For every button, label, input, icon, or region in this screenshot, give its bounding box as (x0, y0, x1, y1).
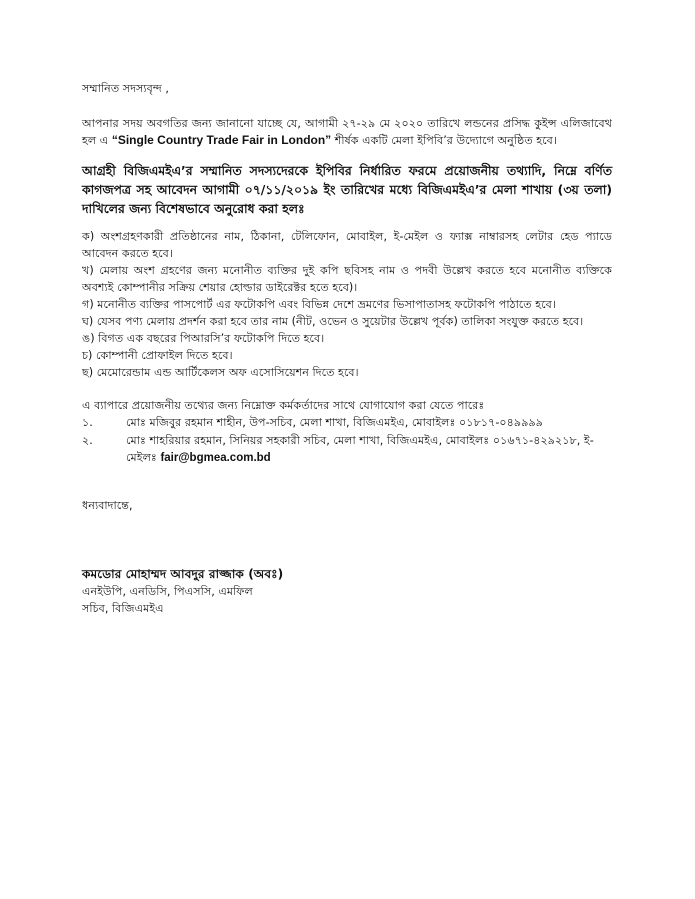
signatory-credentials: এনইউপি, এনডিসি, পিএসসি, এমফিল (82, 585, 253, 598)
signatory-designation: সচিব, বিজিএমইএ (82, 602, 164, 615)
requirement-item: ঘ) যেসব পণ্য মেলায় প্রদর্শন করা হবে তার নাম (নীট, ওভেন ও সুয়েটার উল্লেখ পূর্বক) তালিকা সংযুক্ত করতে হবে। (82, 315, 584, 328)
requirement-item: গ) মনোনীত ব্যক্তির পাসপোর্ট এর ফটোকপি এবং বিভিন্ন দেশে ভ্রমণের ভিসাপাতাসহ ফটোকপি পাঠাতে হবে। (82, 298, 556, 311)
contact-number: ১. (82, 416, 93, 429)
signatory-name: কমডোর মোহাম্মদ আবদুর রাজ্জাক (অবঃ) (82, 567, 284, 581)
contact-email[interactable]: fair@bgmea.com.bd (160, 452, 271, 464)
requirement-item: চ) কোম্পানী প্রোফাইল দিতে হবে। (82, 349, 233, 362)
requirements-list (82, 228, 612, 381)
intro-text-after: শীর্ষক একটি মেলা ইপিবি’র উদ্যোগে অনুষ্ঠিত হবে। (331, 134, 557, 147)
contact-list (82, 414, 612, 467)
closing: ধন্যবাদান্তে, (82, 499, 133, 512)
contact-details: মোঃ শাহরিয়ার রহমান, সিনিয়র সহকারী সচিব, মেলা শাখা, বিজিএমইএ, মোবাইলঃ ০১৬৭১-৪২৯২১৮, ই-মেইলঃ (126, 434, 594, 464)
contact-number: ২. (82, 434, 93, 447)
signature-block (82, 566, 612, 617)
intro-paragraph (82, 115, 612, 149)
request-paragraph: আগ্রহী বিজিএমইএ’র সম্মানিত সদস্যদেরকে ইপিবির নির্ধারিত ফরমে প্রয়োজনীয় তথ্যাদি, নিম্নে বর্ণিত কাগজপত্র সহ আবেদন আগামী ০৭/১১/২০১৯ ইং তারিখের মধ্যে বিজিএমইএ’র মেলা শাখায় (৩য় তলা) দাখিলের জন্য বিশেষভাবে অনুরোধ করা হলঃ (82, 163, 612, 216)
requirement-item: ক) অংশগ্রহণকারী প্রতিষ্ঠানের নাম, ঠিকানা, টেলিফোন, মোবাইল, ই-মেইল ও ফ্যাক্স নাম্বারসহ লেটার হেড প্যাডে আবেদন করতে হবে। (82, 230, 612, 260)
contact-intro: এ ব্যাপারে প্রয়োজনীয় তথ্যের জন্য নিম্নোক্ত কর্মকর্তাদের সাথে যোগাযোগ করা যেতে পারেঃ (82, 399, 485, 412)
contact-text (126, 414, 612, 432)
letter-body (82, 80, 612, 617)
contact-details: মোঃ মজিবুর রহমান শাহীন, উপ-সচিব, মেলা শাখা, বিজিএমইএ, মোবাইলঃ ০১৮১৭-০৪৯৯৯৯ (126, 416, 543, 429)
contact-item (82, 414, 612, 432)
requirement-item: ছ) মেমোরেন্ডাম এন্ড আর্টিকেলস অফ এসোসিয়েশন দিতে হবে। (82, 366, 359, 379)
contact-text (126, 432, 612, 467)
event-name: “Single Country Trade Fair in London” (111, 133, 332, 147)
intro-text-before: আপনার সদয় অবগতির জন্য জানানো যাচ্ছে যে, আগামী ২৭-২৯ মে ২০২০ তারিখে লন্ডনের প্রসিদ্ধ কুইন্স এলিজাবেথ হল এ (82, 117, 612, 147)
contact-item (82, 432, 612, 467)
requirement-item: ঙ) বিগত এক বছরের পিআরসি’র ফটোকপি দিতে হবে। (82, 332, 325, 345)
salutation: সম্মানিত সদস্যবৃন্দ , (82, 82, 169, 95)
requirement-item: খ) মেলায় অংশ গ্রহণের জন্য মনোনীত ব্যক্তির দুই কপি ছবিসহ নাম ও পদবী উল্লেখ করতে হবে মনোনীত ব্যক্তিকে অবশ্যই কোম্পানীর সক্রিয় শেয়ার হোল্ডার ডাইরেক্টর হতে হবে)। (82, 264, 612, 294)
